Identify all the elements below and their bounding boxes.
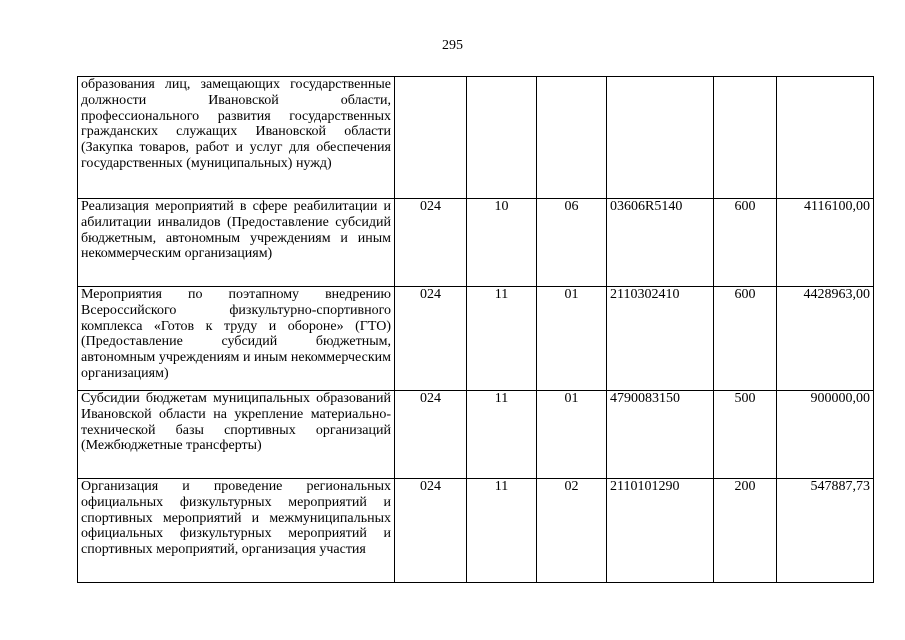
subsection-code-cell: 01 (537, 287, 607, 391)
target-article-cell: 4790083150 (607, 391, 714, 479)
amount-cell: 547887,73 (777, 479, 874, 583)
table-row (78, 287, 874, 391)
target-article-cell: 03606R5140 (607, 199, 714, 287)
amount-cell: 4428963,00 (777, 287, 874, 391)
amount-cell: 4116100,00 (777, 199, 874, 287)
ministry-code-cell: 024 (395, 287, 467, 391)
description-cell: Реализация мероприятий в сфере реабилитации и абилитации инвалидов (Предоставление субсидий бюджетным, автономным учреждениям и иным некоммерческим организациям) (78, 199, 395, 287)
ministry-code-cell: 024 (395, 391, 467, 479)
expense-type-cell: 600 (714, 287, 777, 391)
expense-type-cell: 500 (714, 391, 777, 479)
page-number: 295 (442, 38, 463, 53)
description-cell: образования лиц, замещающих государственные должности Ивановской области, профессионального развития государственных гражданских служащих Ивановской области (Закупка товаров, работ и услуг для обеспечения государственных (муниципальных) нужд) (78, 77, 395, 199)
description-cell: Мероприятия по поэтапному внедрению Всероссийского физкультурно-спортивного комплекса «Готов к труду и обороне» (ГТО) (Предоставление субсидий бюджетным, автономным учреждениям и иным некоммерческим организациям) (78, 287, 395, 391)
ministry-code-cell: 024 (395, 199, 467, 287)
description-cell: Организация и проведение региональных официальных физкультурных мероприятий и спортивных мероприятий и межмуниципальных официальных физкультурных мероприятий и спортивных мероприятий, организация участия (78, 479, 395, 583)
subsection-code-cell: 01 (537, 391, 607, 479)
budget-table (77, 76, 874, 583)
amount-cell: 900000,00 (777, 391, 874, 479)
section-code-cell: 10 (467, 199, 537, 287)
expense-type-cell: 200 (714, 479, 777, 583)
section-code-cell: 11 (467, 391, 537, 479)
subsection-code-cell (537, 77, 607, 199)
amount-cell (777, 77, 874, 199)
section-code-cell: 11 (467, 287, 537, 391)
table-row (78, 479, 874, 583)
ministry-code-cell: 024 (395, 479, 467, 583)
ministry-code-cell (395, 77, 467, 199)
table-row (78, 77, 874, 199)
target-article-cell: 2110302410 (607, 287, 714, 391)
subsection-code-cell: 02 (537, 479, 607, 583)
description-cell: Субсидии бюджетам муниципальных образований Ивановской области на укрепление материально-технической базы спортивных организаций (Межбюджетные трансферты) (78, 391, 395, 479)
section-code-cell (467, 77, 537, 199)
table-row (78, 199, 874, 287)
section-code-cell: 11 (467, 479, 537, 583)
target-article-cell: 2110101290 (607, 479, 714, 583)
expense-type-cell (714, 77, 777, 199)
table-row (78, 391, 874, 479)
expense-type-cell: 600 (714, 199, 777, 287)
subsection-code-cell: 06 (537, 199, 607, 287)
target-article-cell (607, 77, 714, 199)
